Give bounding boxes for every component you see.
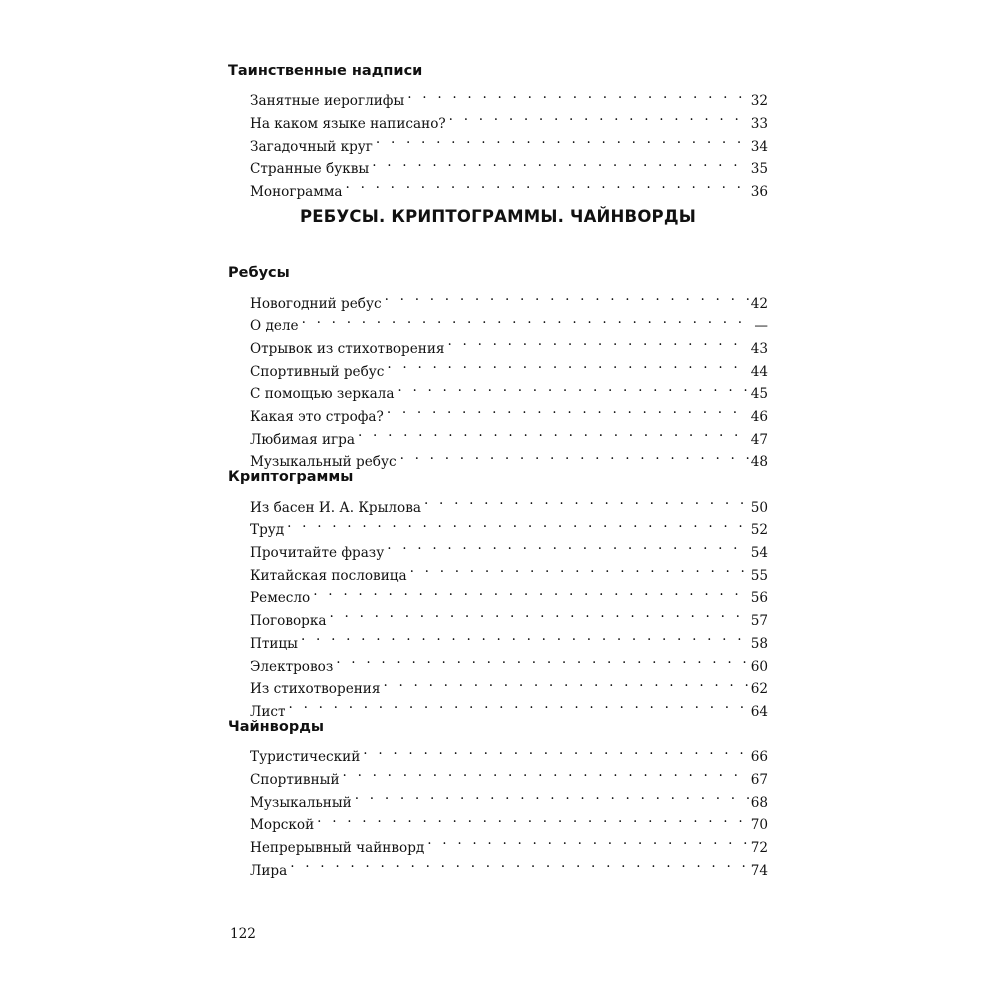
toc-entry-title: Птицы	[250, 635, 298, 652]
toc-entry-title: Спортивный	[250, 771, 340, 788]
toc-entry	[228, 330, 768, 357]
dot-leader	[383, 671, 748, 694]
toc-entry-title: Туристический	[250, 749, 361, 766]
toc-entry-title: Спортивный ребус	[250, 363, 385, 380]
dot-leader	[385, 285, 749, 308]
toc-entry-title: Странные буквы	[250, 161, 370, 178]
toc-entry-title: Китайская пословица	[250, 567, 407, 584]
dot-leader	[387, 534, 748, 557]
toc-entry-title: Музыкальный ребус	[250, 454, 397, 471]
toc-entry-page: 32	[750, 93, 768, 110]
toc-entry-page: 62	[750, 681, 768, 698]
toc-entry-page: 57	[750, 613, 768, 630]
section-title: Таинственные надписи	[228, 63, 423, 79]
toc-entry-title: С помощью зеркала	[250, 386, 395, 403]
dot-leader	[400, 444, 749, 467]
dot-leader	[387, 398, 749, 421]
toc-entry	[228, 852, 768, 879]
toc-entry-page: 55	[750, 567, 768, 584]
toc-entry	[228, 534, 768, 562]
toc-entry-title: Прочитайте фразу	[250, 545, 385, 562]
toc-entry-title: Какая это строфа?	[250, 408, 384, 425]
dot-leader	[346, 173, 749, 196]
toc-entry-page: 66	[750, 749, 768, 766]
toc-entry-title: Электровоз	[250, 658, 334, 675]
dot-leader	[424, 489, 749, 512]
toc-entry-title: Непрерывный чайнворд	[250, 840, 425, 856]
dot-leader	[330, 602, 749, 625]
dot-leader	[358, 421, 749, 444]
toc-entry-title: Морской	[250, 817, 315, 834]
dot-leader	[407, 83, 748, 106]
toc-entry-page: 48	[750, 454, 768, 471]
table-of-contents	[228, 60, 768, 879]
dot-leader	[302, 308, 753, 331]
dot-leader	[317, 807, 749, 830]
dot-leader	[313, 580, 748, 603]
toc-entry-page: 34	[750, 138, 768, 155]
toc-entry-page: 68	[750, 794, 768, 811]
toc-entry-page: 46	[750, 408, 768, 425]
toc-entry	[228, 512, 768, 539]
dot-leader	[287, 512, 749, 535]
toc-entry-page: 74	[750, 862, 768, 879]
toc-entry-title: Любимая игра	[250, 431, 355, 448]
dot-leader	[363, 739, 748, 762]
toc-entry	[228, 285, 768, 312]
section-title: Чайнворды	[228, 718, 325, 735]
toc-entry-page: 67	[750, 771, 768, 788]
dot-leader	[355, 784, 749, 807]
toc-entry	[228, 648, 768, 675]
toc-entry-title: Лира	[250, 862, 288, 879]
toc-entry-page: 72	[750, 840, 768, 856]
toc-entry-title: Новогодний ребус	[250, 295, 382, 312]
toc-entry-title: Отрывок из стихотворения	[250, 340, 445, 357]
toc-entry-title: Труд	[250, 522, 285, 539]
toc-entry-page: 58	[750, 635, 768, 652]
toc-entry-page: —	[754, 318, 768, 335]
toc-entry-title: О деле	[250, 318, 299, 335]
dot-leader	[447, 330, 748, 353]
toc-entry	[228, 308, 768, 335]
dot-leader	[427, 829, 748, 852]
toc-entry	[228, 83, 768, 110]
toc-entry-page: 35	[750, 161, 768, 178]
toc-entry-title: Монограмма	[250, 184, 343, 201]
toc-entry-page: 70	[750, 817, 768, 834]
toc-entry-page: 44	[750, 363, 768, 380]
toc-entry-page: 45	[750, 386, 768, 403]
toc-entry-page: 42	[750, 295, 768, 312]
toc-entry-page: 36	[750, 184, 768, 201]
dot-leader	[301, 625, 749, 648]
toc-entry-page: 33	[750, 116, 768, 133]
dot-leader	[289, 693, 749, 716]
toc-entry-page: 43	[750, 340, 768, 357]
toc-entry-page: 47	[750, 431, 768, 448]
toc-entry-page: 54	[750, 545, 768, 562]
toc-entry-title: Из стихотворения	[250, 681, 381, 698]
toc-entry-title: Ремесло	[250, 590, 311, 607]
toc-entry-page: 60	[750, 658, 768, 675]
chapter-title: РЕБУСЫ. КРИПТОГРАММЫ. ЧАЙНВОРДЫ	[299, 207, 697, 227]
section-title: Криптограммы	[228, 469, 354, 486]
dot-leader	[343, 761, 749, 784]
toc-entry	[228, 739, 768, 766]
toc-entry-page: 64	[750, 703, 768, 720]
toc-entry-title: На каком языке написано?	[250, 116, 446, 133]
toc-entry-page: 52	[750, 522, 768, 539]
section-title: Ребусы	[228, 265, 290, 282]
toc-entry	[228, 693, 768, 720]
dot-leader	[410, 557, 749, 580]
toc-entry	[228, 489, 768, 516]
toc-entry-title: Занятные иероглифы	[250, 93, 405, 110]
toc-entry-title: Поговорка	[250, 613, 327, 630]
page-number: 122	[230, 926, 256, 942]
toc-entry-page: 56	[750, 590, 768, 607]
dot-leader	[397, 376, 748, 399]
dot-leader	[372, 151, 749, 174]
toc-entry-title: Лист	[250, 703, 286, 720]
toc-entry-title: Загадочный круг	[250, 138, 373, 155]
dot-leader	[449, 105, 749, 128]
toc-entry-title: Музыкальный	[250, 794, 352, 811]
dot-leader	[387, 353, 748, 376]
toc-entry-title: Из басен И. А. Крылова	[250, 499, 421, 516]
dot-leader	[290, 852, 748, 875]
dot-leader	[336, 648, 748, 671]
toc-entry	[228, 625, 768, 652]
toc-entry-page: 50	[750, 499, 768, 516]
dot-leader	[376, 128, 749, 151]
